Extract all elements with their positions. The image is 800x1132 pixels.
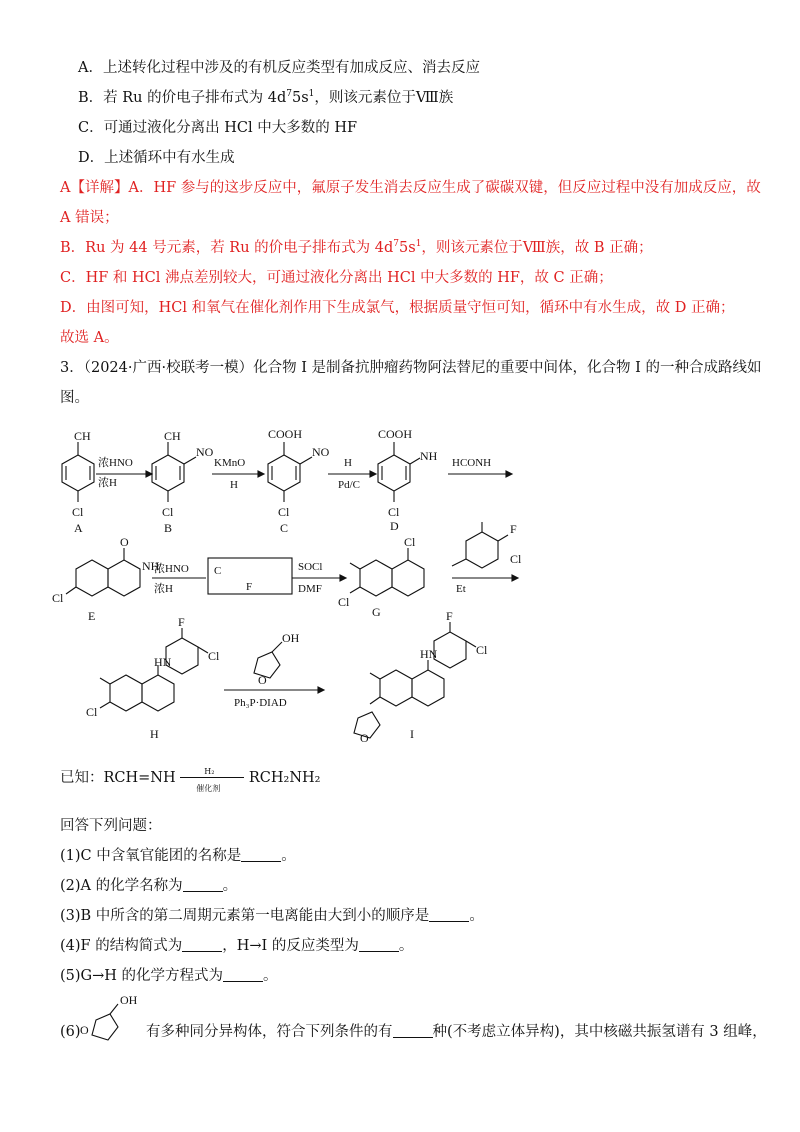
molecule-c (268, 442, 312, 502)
question-6: 有多种同分异构体，符合下列条件的有 种(不考虑立体异构)，其中核磁共振氢谱有 3 组峰， (146, 1024, 767, 1040)
a-ch3: CH (74, 429, 91, 443)
b-no2: NO (196, 445, 214, 459)
option-a: A．上述转化过程中涉及的有机反应类型有加成反应、消去反应 (78, 60, 480, 76)
h-cl: Cl (208, 649, 220, 663)
b-cl: Cl (162, 505, 174, 519)
answer-head-cont: A 错误； (60, 210, 119, 226)
reagent-aniline (452, 522, 508, 568)
molecule-h (100, 628, 208, 711)
molecule-d (378, 442, 420, 502)
question3-line2: 图。 (60, 390, 89, 406)
a-cl: Cl (72, 505, 84, 519)
f-formula: C (214, 565, 222, 577)
option-b: B．若 Ru 的价电子排布式为 $4d^75s^1$，则该元素位于Ⅷ族 (78, 89, 454, 106)
label-a: A (74, 521, 83, 535)
r4-top: HCONH (452, 457, 492, 469)
molecule-i (354, 622, 476, 738)
question-1: (1)C 中含氧官能团的名称是 。 (60, 848, 296, 864)
label-b: B (164, 521, 173, 535)
c-cl: Cl (278, 505, 290, 519)
h-cl2: Cl (86, 705, 98, 719)
aniline-f: F (510, 522, 517, 536)
label-h: H (150, 727, 159, 741)
h-nh: HN (154, 655, 172, 669)
questions-intro: 回答下列问题： (60, 818, 162, 834)
question-6-label: (6) (60, 1024, 81, 1040)
q6-structure (74, 990, 144, 1050)
option-d: D．上述循环中有水生成 (78, 150, 235, 166)
r3-bot: Pd/C (338, 479, 361, 491)
r5-bot: 浓H (154, 583, 173, 595)
q6-oh: OH (120, 993, 138, 1007)
label-i: I (410, 727, 414, 741)
i-o: O (360, 731, 369, 745)
g-cl: Cl (404, 535, 416, 549)
r2-top: KMnO (214, 457, 246, 469)
g-cl2: Cl (338, 595, 350, 609)
e-o: O (120, 535, 129, 549)
reagent-o: O (258, 673, 267, 687)
answer-d: D．由图可知，HCl 和氧气在催化剂作用下生成氯气，根据质量守恒可知，循环中有水生成，故 D 正确； (60, 300, 735, 316)
question-4: (4)F 的结构简式为 ，H→I 的反应类型为 。 (60, 938, 414, 954)
q6-o: O (80, 1023, 89, 1037)
label-d: D (390, 519, 399, 533)
molecule-a (62, 442, 94, 502)
molecule-g (350, 548, 424, 596)
question-5: (5)G→H 的化学方程式为 。 (60, 968, 278, 984)
d-cooh: COOH (378, 427, 413, 441)
r7-bot: Et (456, 583, 466, 595)
r5-top: 浓HNO (154, 563, 189, 575)
r2-bot: H (230, 479, 238, 491)
answer-c: C．HF 和 HCl 沸点差别较大，可通过液化分离出 HCl 中大多数的 HF，故 C 正确； (60, 270, 613, 286)
e-nh: NH (142, 559, 160, 573)
i-cl: Cl (476, 643, 488, 657)
answer-conclusion: 故选 A。 (60, 330, 119, 346)
d-cl: Cl (388, 505, 400, 519)
known-reaction: 已知：RCH=NH H₂ 催化剂 RCH₂NH₂ (60, 767, 321, 793)
label-e: E (88, 609, 96, 623)
h-f: F (178, 615, 185, 629)
reagent-oh: OH (282, 631, 300, 645)
i-f: F (446, 609, 453, 623)
r1-top: 浓HNO (98, 457, 133, 469)
r1-bot: 浓H (98, 477, 117, 489)
r3-top: H (344, 457, 352, 469)
label-f: F (246, 581, 253, 593)
b-ch3: CH (164, 429, 181, 443)
r6-top: SOCl (298, 561, 323, 573)
d-nh2: NH (420, 449, 438, 463)
aniline-cl: Cl (510, 552, 522, 566)
question-3: (3)B 中所含的第二周期元素第一电离能由大到小的顺序是 。 (60, 908, 484, 924)
molecule-b (152, 442, 196, 502)
answer-b: B．Ru 为 44 号元素，若 Ru 的价电子排布式为 $4d^75s^1$，则该元素位于Ⅷ族，故 B 正确； (60, 239, 653, 256)
question-2: (2)A 的化学名称为 。 (60, 878, 238, 894)
synthesis-scheme (0, 420, 800, 750)
molecule-e (66, 548, 140, 596)
r6-bot: DMF (298, 583, 322, 595)
r8-cond: Ph₃P·DIAD (234, 697, 287, 709)
option-c: C．可通过液化分离出 HCl 中大多数的 HF (78, 120, 358, 136)
c-cooh: COOH (268, 427, 303, 441)
label-g: G (372, 605, 381, 619)
answer-head: A【详解】A．HF 参与的这步反应中，氟原子发生消去反应生成了碳碳双键，但反应过程中没有加成反应，故 (60, 180, 761, 196)
question3-line1: 3．（2024·广西·校联考一模）化合物 I 是制备抗肿瘤药物阿法替尼的重要中间体，化合物 I 的一种合成路线如 (60, 360, 762, 376)
e-cl: Cl (52, 591, 64, 605)
c-no2: NO (312, 445, 330, 459)
i-hn: HN (420, 647, 438, 661)
label-c: C (280, 521, 289, 535)
